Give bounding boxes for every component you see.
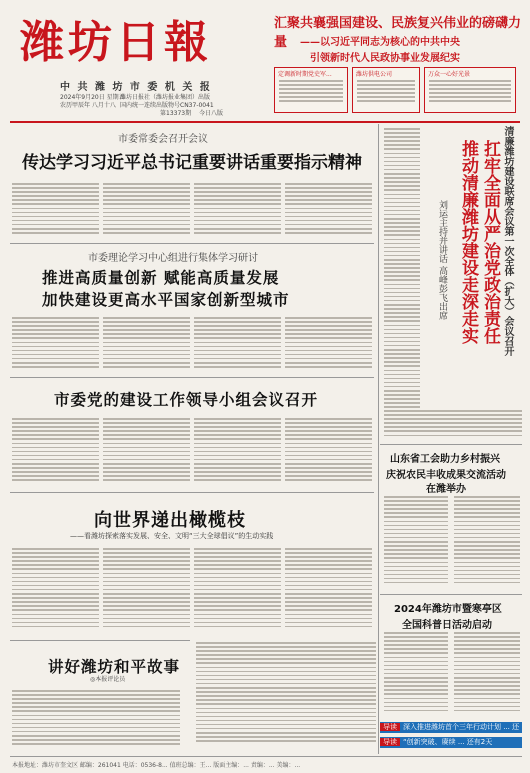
right-article3-col1 <box>384 632 448 716</box>
article3-title[interactable]: 市委党的建设工作领导小组会议召开 <box>54 391 319 409</box>
article5-body <box>12 690 180 750</box>
masthead-title: 潍坊日報 <box>20 17 212 68</box>
masthead-subtitle: 中 共 潍 坊 市 委 机 关 报 <box>60 82 212 93</box>
divider <box>380 594 522 595</box>
right-article3-title[interactable]: 2024年潍坊市暨寒亭区 <box>394 604 502 615</box>
article1-col4 <box>285 183 372 239</box>
banner-tag: 导读 <box>380 738 400 746</box>
banner-tag: 导读 <box>380 723 400 731</box>
article5-byline: ◎本报评论员 <box>90 676 126 683</box>
right-title1-vertical[interactable]: 扛牢全面从严治党政治责任 <box>480 140 500 344</box>
teaser-box-2[interactable] <box>352 67 420 113</box>
publisher-line: 潍坊日报社（潍坊报业集团）出版 <box>120 94 211 101</box>
article4-col4 <box>285 548 372 632</box>
right-article2-sub1: 庆祝农民丰收成果交流活动 <box>386 470 506 481</box>
article5-col2 <box>196 642 376 752</box>
teaser-head: 万众一心好光景 <box>428 71 471 78</box>
article1-col3 <box>194 183 281 239</box>
right-col-text2 <box>384 410 522 440</box>
teaser-text <box>279 80 343 110</box>
article3-col1 <box>12 418 99 486</box>
column-divider <box>378 124 379 754</box>
masthead-date <box>60 94 125 110</box>
lunar-date: 农历甲辰年 八月十八 <box>60 102 116 109</box>
right-article3-col2 <box>454 632 520 716</box>
issue-info <box>160 110 223 118</box>
divider <box>10 243 374 244</box>
right-article3-sub: 全国科普日活动启动 <box>402 620 492 631</box>
date-line: 2024年9月20日 星期五 <box>60 94 125 101</box>
banner-text: 深入推进潍坊首个三年行动计划 ... 还 <box>403 723 520 731</box>
slogan-headline: 汇聚共襄强国建设、民族复兴伟业的磅礴力量 <box>274 16 522 50</box>
article2-col1 <box>12 317 99 373</box>
teaser-box-1[interactable] <box>274 67 348 113</box>
right-col-text1 <box>384 128 420 408</box>
article2-title2[interactable]: 加快建设更高水平国家创新型城市 <box>42 291 290 309</box>
right-article2-col1 <box>384 496 448 586</box>
article2-col2 <box>103 317 190 373</box>
teaser-head: 定调新时期党史军... <box>278 71 332 78</box>
teaser-box-3[interactable] <box>424 67 516 113</box>
article5-title[interactable]: 讲好潍坊和平故事 <box>48 658 181 676</box>
banner-text: “创新突破、赓续 ... 还有2天 <box>403 738 493 746</box>
article1-kicker: 市委常委会召开会议 <box>118 134 208 145</box>
promo-banner-1[interactable] <box>380 722 522 733</box>
article4-col3 <box>194 548 281 632</box>
article2-title1[interactable]: 推进高质量创新 赋能高质量发展 <box>42 269 280 287</box>
article2-kicker: 市委理论学习中心组进行集体学习研讨 <box>88 253 258 264</box>
teaser-text <box>357 80 415 110</box>
right-article2-sub2: 在潍举办 <box>426 484 466 495</box>
slogan-line3: 引领新时代人民政协事业发展纪实 <box>310 53 460 64</box>
teaser-head: 潍坊供电公司 <box>356 71 393 78</box>
article2-col4 <box>285 317 372 373</box>
article1-col2 <box>103 183 190 239</box>
right-title2-vertical[interactable]: 推动清廉潍坊建设走深走实 <box>458 140 478 344</box>
article2-col3 <box>194 317 281 373</box>
divider <box>10 492 374 493</box>
divider <box>380 444 522 445</box>
right-article2-title[interactable]: 山东省工会助力乡村振兴 <box>390 454 500 465</box>
footer-info: 本报地址：潍坊市奎文区 邮编：261041 电话：0536-8... 值班总编：王... 版面主编：... 责编：... 美编：... <box>12 762 301 769</box>
slogan-line2: ——以习近平同志为核心的中共中央 <box>300 37 460 48</box>
right-kicker-vertical: 清廉潍坊建设联席会议第一次全体（扩大）会议召开 <box>502 126 513 356</box>
article4-subtitle: ——看潍坊探索落实发展、安全、文明“三大全球倡议”的生动实践 <box>70 532 274 540</box>
article1-col1 <box>12 183 99 239</box>
promo-banner-2[interactable] <box>380 737 522 748</box>
serial-number: 国内统一连续出版物号CN37-0041 <box>120 102 214 109</box>
footer-rule <box>10 756 522 757</box>
article4-title[interactable]: 向世界递出橄榄枝 <box>94 510 246 531</box>
page-count: 今日八版 <box>199 110 224 117</box>
masthead-rule <box>10 121 520 123</box>
teaser-text <box>429 80 511 110</box>
divider <box>10 377 374 378</box>
issue-number: 第13373期 <box>160 110 192 117</box>
masthead-issue <box>120 94 214 110</box>
article3-col3 <box>194 418 281 486</box>
right-byline-vertical: 刘运主持并讲话 高峰彭飞出席 <box>437 200 447 320</box>
article3-col2 <box>103 418 190 486</box>
article4-col2 <box>103 548 190 632</box>
article4-col1 <box>12 548 99 632</box>
article1-title[interactable]: 传达学习习近平总书记重要讲话重要指示精神 <box>22 153 362 173</box>
article3-col4 <box>285 418 372 486</box>
divider <box>10 640 190 641</box>
right-article2-col2 <box>454 496 520 586</box>
